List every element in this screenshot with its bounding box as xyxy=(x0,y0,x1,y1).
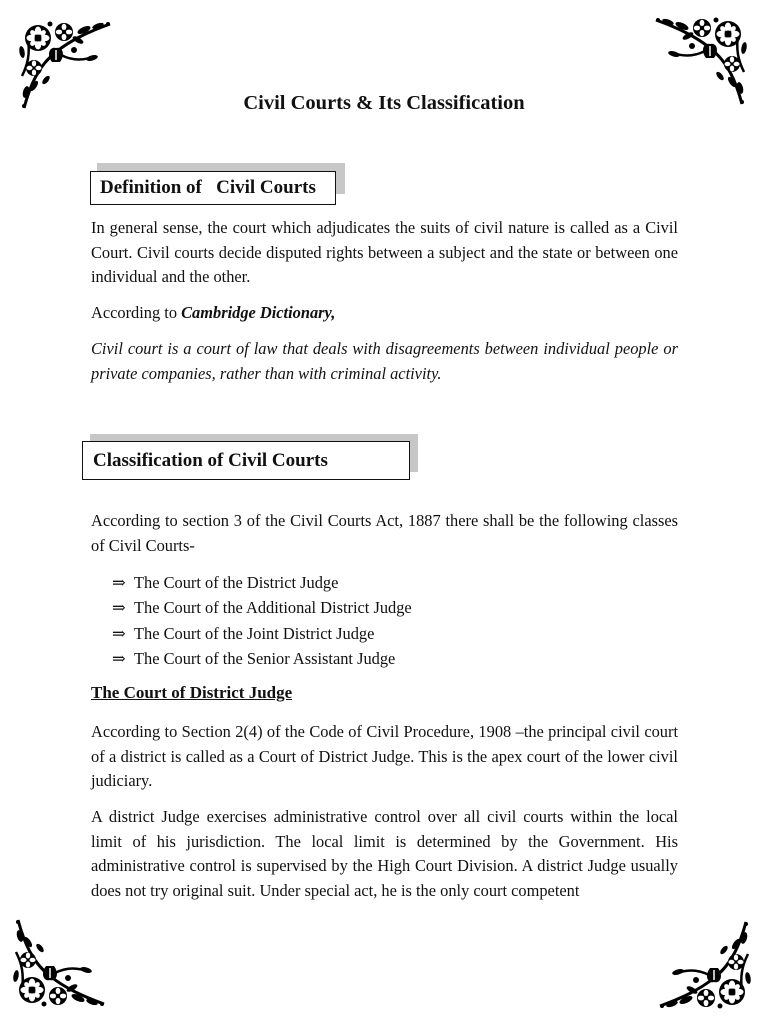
court-classes-list xyxy=(112,570,412,672)
list-item: ⇒ The Court of the Joint District Judge xyxy=(112,621,412,646)
definition-paragraph: In general sense, the court which adjudicates the suits of civil nature is called as a Civil Court. Civil courts decide disputed rights between a subject and the state or between one individual and the other. xyxy=(91,218,678,287)
classification-heading: Classification of Civil Courts xyxy=(93,449,328,471)
list-item: ⇒ The Court of the Senior Assistant Judge xyxy=(112,646,412,671)
district-judge-paragraph-2: A district Judge exercises administrative control over all civil courts within the local limit of his jurisdiction. The local limit is determined by the Government. His administrative control is supervised by the High Court Division. A district Judge usually does not try original suit. Under special act, he is the only court competent xyxy=(91,807,678,900)
corner-ornament-bottom-right xyxy=(654,914,754,1014)
arrow-icon: ⇒ xyxy=(112,649,126,669)
district-judge-heading: The Court of District Judge xyxy=(91,683,293,702)
classification-heading-box xyxy=(82,441,410,480)
definition-heading: Definition of Civil Courts xyxy=(100,177,316,198)
definition-heading-box xyxy=(90,171,336,205)
corner-ornament-bottom-left xyxy=(10,912,110,1012)
document-title: Civil Courts & Its Classification xyxy=(243,92,525,114)
classification-intro: According to section 3 of the Civil Courts Act, 1887 there shall be the following classes of Civil Courts- xyxy=(91,511,678,555)
according-line xyxy=(91,301,678,326)
arrow-icon: ⇒ xyxy=(112,598,126,618)
list-item: ⇒ The Court of the Additional District Judge xyxy=(112,595,412,620)
arrow-icon: ⇒ xyxy=(112,623,126,643)
according-prefix: According to xyxy=(91,303,182,322)
according-source: Cambridge Dictionary, xyxy=(181,303,336,322)
definition-quote: Civil court is a court of law that deals with disagreements between individual people or private companies, rather than with criminal activity. xyxy=(91,339,678,383)
arrow-icon: ⇒ xyxy=(112,573,126,592)
district-judge-paragraph-1: According to Section 2(4) of the Code of Civil Procedure, 1908 –the principal civil court of a district is called as a Court of District Judge. This is the apex court of the lower civil judiciary. xyxy=(91,722,678,791)
list-item: ⇒ The Court of the District Judge xyxy=(112,570,412,595)
